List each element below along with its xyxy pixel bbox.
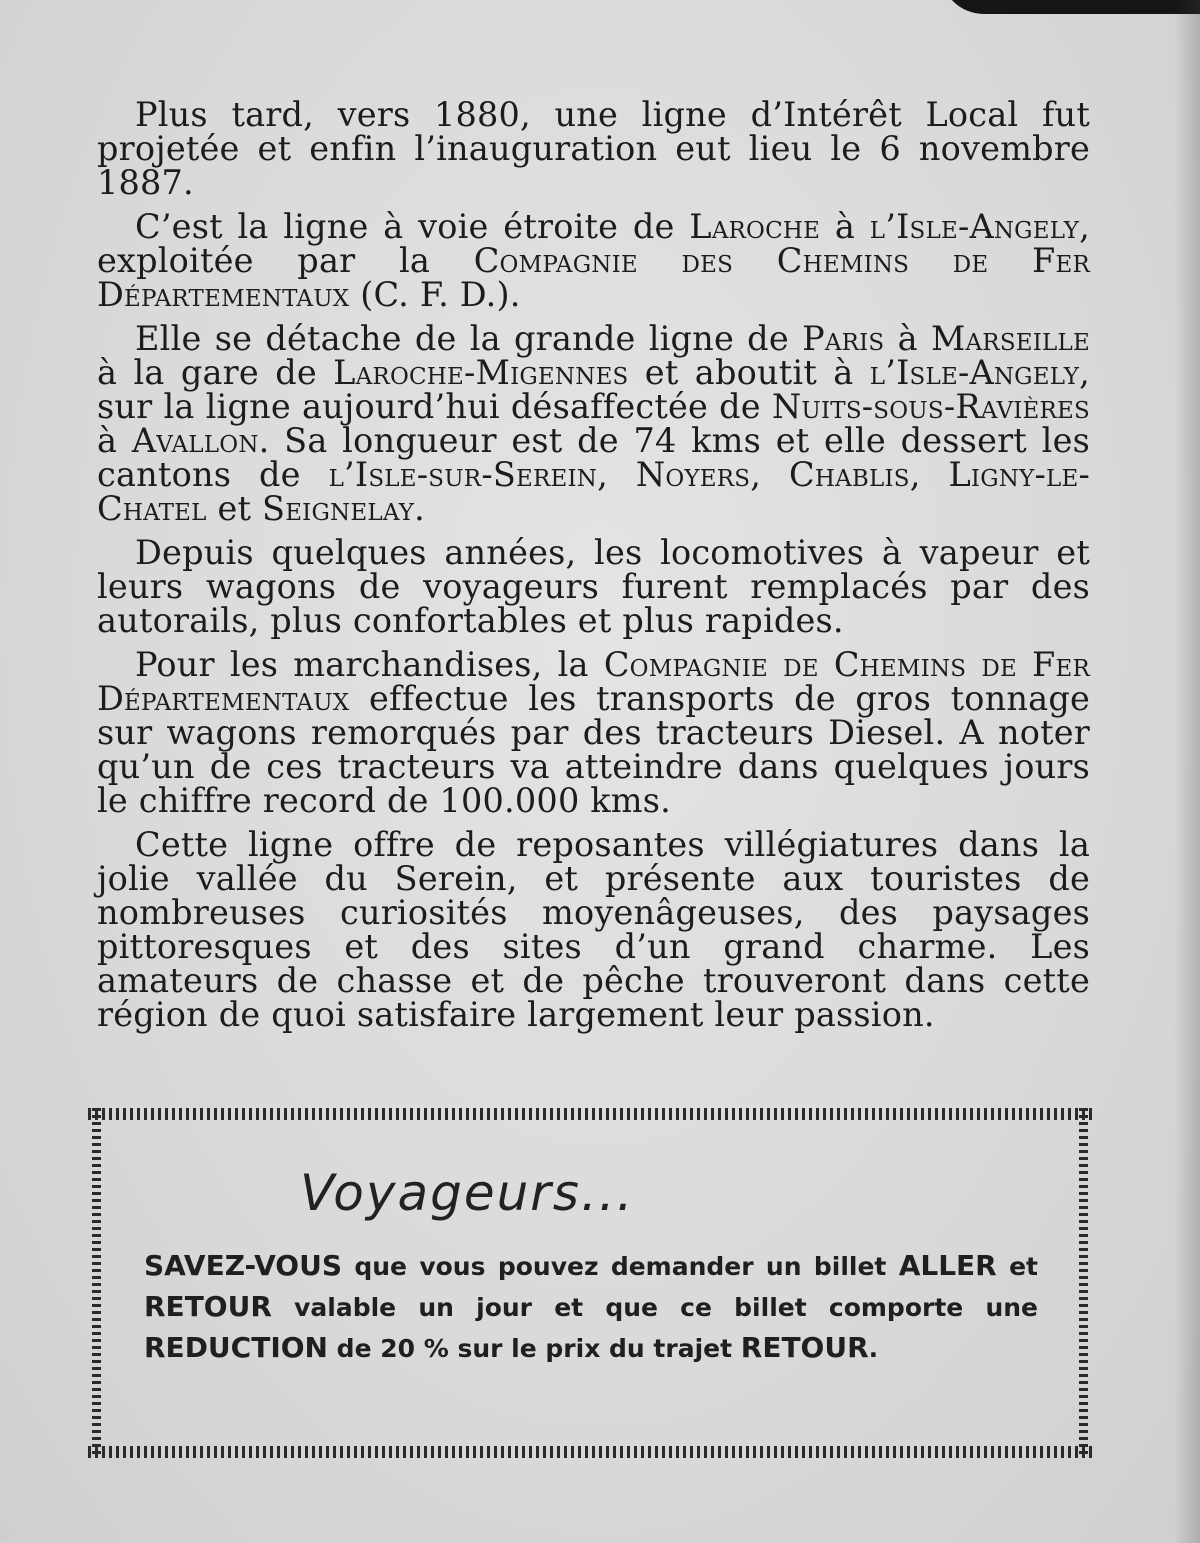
notice-emphasis: RETOUR xyxy=(740,1331,869,1364)
place-name: l’Isle-sur-Serein xyxy=(328,455,598,494)
place-name: Marseille xyxy=(931,319,1090,358)
text-run: et aboutit à xyxy=(628,353,870,392)
text-run: effectue les transports de gros tonnage sur wagons remorqués par des tracteurs Diesel. A noter qu’un de ces tracteurs va atteindre dans quelques jours le chiffre record de 100.000 kms. xyxy=(97,679,1090,820)
text-run: à xyxy=(97,421,132,460)
notice-emphasis: RETOUR xyxy=(144,1290,272,1323)
notice-emphasis: SAVEZ-VOUS xyxy=(144,1249,343,1282)
place-name: Chablis xyxy=(789,455,910,494)
text-run: de 20 % sur le prix du trajet xyxy=(327,1334,741,1363)
text-run: . xyxy=(414,489,425,528)
text-run: , xyxy=(597,455,636,494)
place-name: Nuits-sous-Ravières xyxy=(771,387,1090,426)
text-run: , xyxy=(750,455,790,494)
text-run: que vous pouvez demander un billet xyxy=(342,1252,899,1281)
page-edge-shadow xyxy=(1174,0,1200,1543)
text-run: , exploitée par la xyxy=(97,207,1090,280)
text-run: à xyxy=(884,319,931,358)
dashed-border-right xyxy=(1079,1108,1088,1458)
paragraph-history: Plus tard, vers 1880, une ligne d’Intérêt Local fut projetée et enfin l’inauguration eut lieu le 6 novembre 1887. xyxy=(97,95,1090,202)
text-run: Pour les marchandises, la xyxy=(135,645,604,684)
notice-box xyxy=(88,1108,1092,1458)
text-run: à la gare de xyxy=(97,353,334,392)
text-run: Elle se détache de la grande ligne de xyxy=(135,319,803,358)
notice-title: Voyageurs... xyxy=(300,1164,635,1222)
place-name: Paris xyxy=(802,319,885,358)
text-run: valable un jour et que ce billet comporte une xyxy=(271,1293,1038,1322)
place-name: Laroche xyxy=(689,207,821,246)
place-name: Noyers xyxy=(635,455,751,494)
dashed-border-bottom xyxy=(88,1446,1092,1458)
dashed-border-left xyxy=(92,1108,101,1458)
text-run: . Sa longueur est de 74 kms et elle dessert les cantons de xyxy=(97,421,1090,494)
paragraph-freight xyxy=(97,645,1090,820)
notice-text xyxy=(144,1246,1038,1369)
text-run: . xyxy=(868,1334,879,1363)
place-name: Avallon xyxy=(131,421,259,460)
place-name: Ligny-le-Chatel xyxy=(97,455,1090,528)
dashed-border-top xyxy=(88,1108,1092,1120)
company-name: Compagnie des Chemins de Fer Départementaux xyxy=(97,241,1090,314)
place-name: Laroche-Migennes xyxy=(333,353,629,392)
paragraph-autorails: Depuis quelques années, les locomotives à vapeur et leurs wagons de voyageurs furent remplacés par des autorails, plus confortables et plus rapides. xyxy=(97,533,1090,640)
notice-emphasis: ALLER xyxy=(898,1249,997,1282)
place-name: Seignelay xyxy=(262,489,415,528)
text-run: et xyxy=(206,489,263,528)
paragraph-tourism: Cette ligne offre de reposantes villégiatures dans la jolie vallée du Serein, et présente aux touristes de nombreuses curiosités moyenâgeuses, des paysages pittoresques et des sites d’un grand charme. Les amateurs de chasse et de pêche trouveront dans cette région de quoi satisfaire largement leur passion. xyxy=(97,825,1090,1034)
paragraph-route xyxy=(97,319,1090,528)
text-run: C’est la ligne à voie étroite de xyxy=(135,207,690,246)
text-run: et xyxy=(996,1252,1038,1281)
text-run: , xyxy=(909,455,949,494)
place-name: l’Isle-Angely xyxy=(869,207,1080,246)
article-body xyxy=(97,95,1090,1042)
notice-emphasis: REDUCTION xyxy=(144,1331,328,1364)
text-run: à xyxy=(820,207,870,246)
binding-shadow xyxy=(940,0,1200,14)
place-name: l’Isle-Angely xyxy=(869,353,1080,392)
paragraph-line-description xyxy=(97,207,1090,314)
text-run: (C. F. D.). xyxy=(349,275,521,314)
company-name: Compagnie de Chemins de Fer Départementaux xyxy=(97,645,1090,718)
text-run: , sur la ligne aujourd’hui désaffectée de xyxy=(97,353,1090,426)
